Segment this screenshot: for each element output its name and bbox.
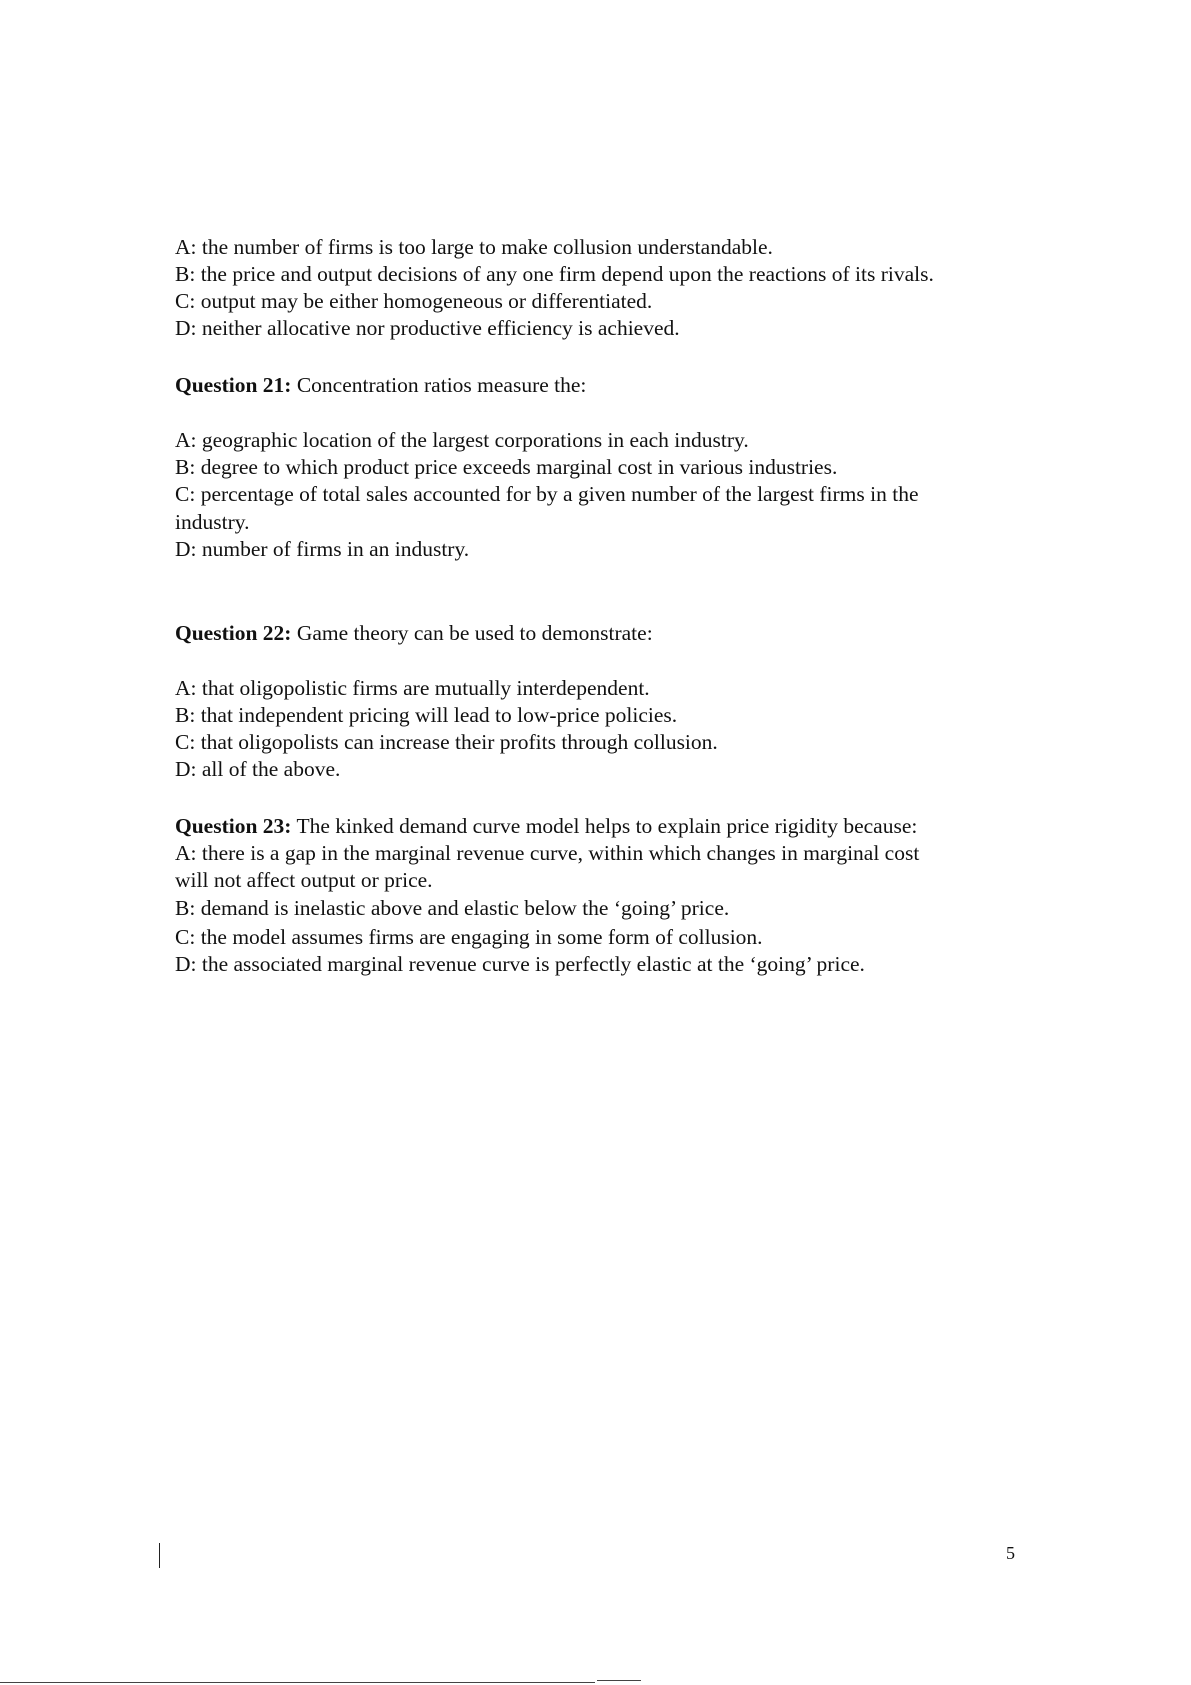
q21-option-b: B: degree to which product price exceeds marginal cost in various industries. <box>175 455 838 479</box>
q22-option-b: B: that independent pricing will lead to low-price policies. <box>175 703 678 727</box>
q21-option-c-continued: industry. <box>175 510 250 534</box>
q21-heading <box>175 372 586 399</box>
q22-option-c: C: that oligopolists can increase their profits through collusion. <box>175 730 718 754</box>
q23-heading <box>175 813 917 840</box>
q20-option-c: C: output may be either homogeneous or differentiated. <box>175 289 653 313</box>
q22-heading <box>175 620 653 647</box>
change-bar <box>159 1543 160 1568</box>
q21-option-a: A: geographic location of the largest corporations in each industry. <box>175 428 749 452</box>
q23-option-a: A: there is a gap in the marginal revenue curve, within which changes in marginal cost <box>175 841 920 865</box>
q22-label: Question 22: <box>175 621 292 645</box>
q23-text: The kinked demand curve model helps to explain price rigidity because: <box>291 814 918 838</box>
q21-text: Concentration ratios measure the: <box>291 373 587 397</box>
q21-option-c: C: percentage of total sales accounted for by a given number of the largest firms in the <box>175 482 919 506</box>
q23-option-a-continued: will not affect output or price. <box>175 868 433 892</box>
q21-option-d: D: number of firms in an industry. <box>175 537 470 561</box>
q23-option-c: C: the model assumes firms are engaging in some form of collusion. <box>175 925 763 949</box>
q20-option-a: A: the number of firms is too large to make collusion understandable. <box>175 235 773 259</box>
q21-label: Question 21: <box>175 373 292 397</box>
q22-option-d: D: all of the above. <box>175 757 341 781</box>
q23-option-d: D: the associated marginal revenue curve is perfectly elastic at the ‘going’ price. <box>175 952 865 976</box>
q23-option-b: B: demand is inelastic above and elastic below the ‘going’ price. <box>175 896 730 920</box>
q22-text: Game theory can be used to demonstrate: <box>291 621 653 645</box>
page-number: 5 <box>1006 1543 1015 1563</box>
q23-label: Question 23: <box>175 814 292 838</box>
q20-option-b: B: the price and output decisions of any one firm depend upon the reactions of its rivals. <box>175 262 934 286</box>
footer-rule <box>0 1682 595 1683</box>
q20-option-d: D: neither allocative nor productive efficiency is achieved. <box>175 316 680 340</box>
q22-option-a: A: that oligopolistic firms are mutually interdependent. <box>175 676 650 700</box>
footer-rule-tail <box>597 1680 641 1681</box>
